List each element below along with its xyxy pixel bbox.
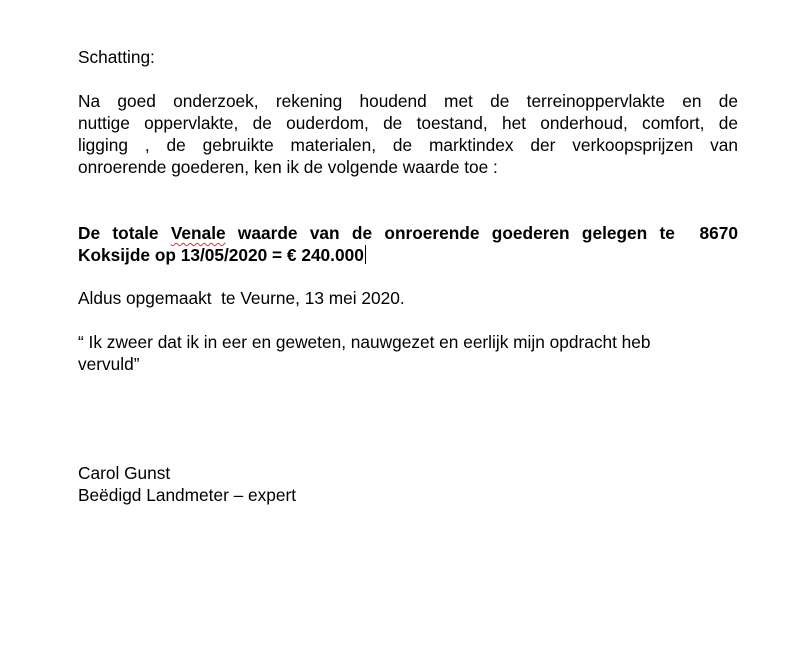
intro-line: onroerende goederen, ken ik de volgende waarde toe :	[78, 157, 498, 177]
valuation-line-2	[78, 244, 738, 266]
text-cursor	[365, 245, 366, 264]
intro-line: ligging , de gebruikte materialen, de marktindex der verkoopsprijzen van	[78, 135, 738, 155]
place-date-line: Aldus opgemaakt te Veurne, 13 mei 2020.	[78, 288, 405, 308]
valuation-line-1	[78, 222, 738, 244]
section-heading: Schatting:	[78, 47, 155, 67]
oath-line: vervuld”	[78, 354, 140, 374]
valuation-amount-text: Koksijde op 13/05/2020 = € 240.000	[78, 245, 364, 265]
spellcheck-flagged-word[interactable]: Venale	[170, 223, 226, 243]
intro-line: nuttige oppervlakte, de ouderdom, de toestand, het onderhoud, comfort, de	[78, 113, 738, 133]
oath-line: “ Ik zweer dat ik in eer en geweten, nauwgezet en eerlijk mijn opdracht heb	[78, 332, 651, 352]
signature-name: Carol Gunst	[78, 463, 171, 483]
intro-line: Na goed onderzoek, rekening houdend met de terreinoppervlakte en de	[78, 91, 738, 111]
valuation-text-start: De totale	[78, 223, 171, 243]
signature-title: Beëdigd Landmeter – expert	[78, 485, 297, 505]
valuation-text-end: waarde van de onroerende goederen gelegen te 8670	[225, 223, 738, 243]
